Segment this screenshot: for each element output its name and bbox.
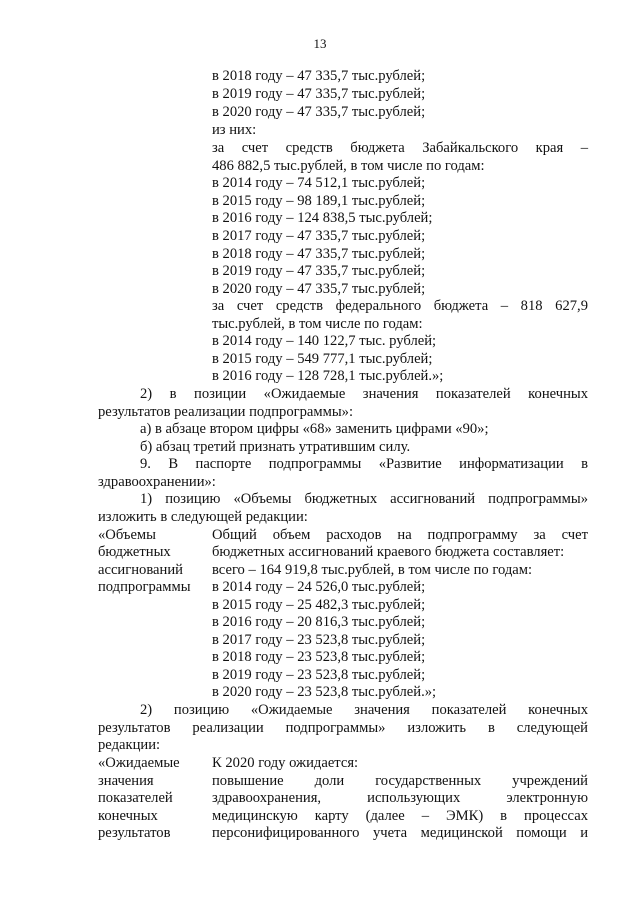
text-line: 1) позицию «Объемы бюджетных ассигнований подпрограммы» xyxy=(140,491,588,507)
table-value: персонифицированного учета медицинской помощи и xyxy=(212,825,588,841)
text-line: в 2016 году – 124 838,5 тыс.рублей; xyxy=(212,210,433,226)
text-line: в 2014 году – 74 512,1 тыс.рублей; xyxy=(212,175,426,191)
text-line: здравоохранении»: xyxy=(98,474,216,490)
text-line: в 2019 году – 47 335,7 тыс.рублей; xyxy=(212,86,426,102)
text-line: б) абзац третий признать утратившим силу. xyxy=(140,439,411,455)
table-label: результатов xyxy=(98,825,171,841)
text-line: 2) в позиции «Ожидаемые значения показателей конечных xyxy=(140,386,588,402)
table-label: показателей xyxy=(98,790,173,806)
text-line: в 2018 году – 47 335,7 тыс.рублей; xyxy=(212,68,426,84)
text-line: результатов реализации подпрограммы» изложить в следующей xyxy=(98,720,588,736)
text-line: в 2014 году – 140 122,7 тыс. рублей; xyxy=(212,333,437,349)
table-value: в 2016 году – 20 816,3 тыс.рублей; xyxy=(212,614,426,630)
text-line: тыс.рублей, в том числе по годам: xyxy=(212,316,423,332)
table-label: конечных xyxy=(98,808,158,824)
table-label: «Ожидаемые xyxy=(98,755,180,771)
section-heading: 9. В паспорте подпрограммы «Развитие информатизации в xyxy=(140,456,588,472)
table-label: «Объемы xyxy=(98,527,156,543)
table-value: в 2017 году – 23 523,8 тыс.рублей; xyxy=(212,632,426,648)
text-line: результатов реализации подпрограммы»: xyxy=(98,404,353,420)
text-line: в 2020 году – 47 335,7 тыс.рублей; xyxy=(212,281,426,297)
table-value: медицинскую карту (далее – ЭМК) в процессах xyxy=(212,808,588,824)
table-value: Общий объем расходов на подпрограмму за счет xyxy=(212,527,588,543)
text-line: редакции: xyxy=(98,737,161,753)
text-line: 486 882,5 тыс.рублей, в том числе по годам: xyxy=(212,158,485,174)
text-line: а) в абзаце втором цифры «68» заменить цифрами «90»; xyxy=(140,421,489,437)
table-value: повышение доли государственных учреждений xyxy=(212,773,588,789)
table-value: К 2020 году ожидается: xyxy=(212,755,359,771)
text-line: в 2020 году – 47 335,7 тыс.рублей; xyxy=(212,104,426,120)
table-value: в 2015 году – 25 482,3 тыс.рублей; xyxy=(212,597,426,613)
text-line: в 2018 году – 47 335,7 тыс.рублей; xyxy=(212,246,426,262)
table-value: в 2019 году – 23 523,8 тыс.рублей; xyxy=(212,667,426,683)
page-number: 13 xyxy=(313,36,327,51)
text-line: в 2015 году – 98 189,1 тыс.рублей; xyxy=(212,193,426,209)
text-line: в 2015 году – 549 777,1 тыс.рублей; xyxy=(212,351,433,367)
text-line: из них: xyxy=(212,122,257,138)
table-value: в 2014 году – 24 526,0 тыс.рублей; xyxy=(212,579,426,595)
text-line: в 2017 году – 47 335,7 тыс.рублей; xyxy=(212,228,426,244)
table-label: бюджетных xyxy=(98,544,171,560)
text-line: за счет средств бюджета Забайкальского края – xyxy=(212,140,588,156)
table-value: в 2020 году – 23 523,8 тыс.рублей.»; xyxy=(212,684,437,700)
table-label: подпрограммы xyxy=(98,579,191,595)
table-label: ассигнований xyxy=(98,562,183,578)
table-value: здравоохранения, использующих электронную xyxy=(212,790,588,806)
text-line: за счет средств федерального бюджета – 818 627,9 xyxy=(212,298,588,314)
text-line: 2) позицию «Ожидаемые значения показателей конечных xyxy=(140,702,588,718)
text-line: изложить в следующей редакции: xyxy=(98,509,308,525)
text-line: в 2016 году – 128 728,1 тыс.рублей.»; xyxy=(212,368,444,384)
table-label: значения xyxy=(98,773,154,789)
table-value: бюджетных ассигнований краевого бюджета составляет: xyxy=(212,544,565,560)
table-value: всего – 164 919,8 тыс.рублей, в том числе по годам: xyxy=(212,562,533,578)
text-line: в 2019 году – 47 335,7 тыс.рублей; xyxy=(212,263,426,279)
table-value: в 2018 году – 23 523,8 тыс.рублей; xyxy=(212,649,426,665)
